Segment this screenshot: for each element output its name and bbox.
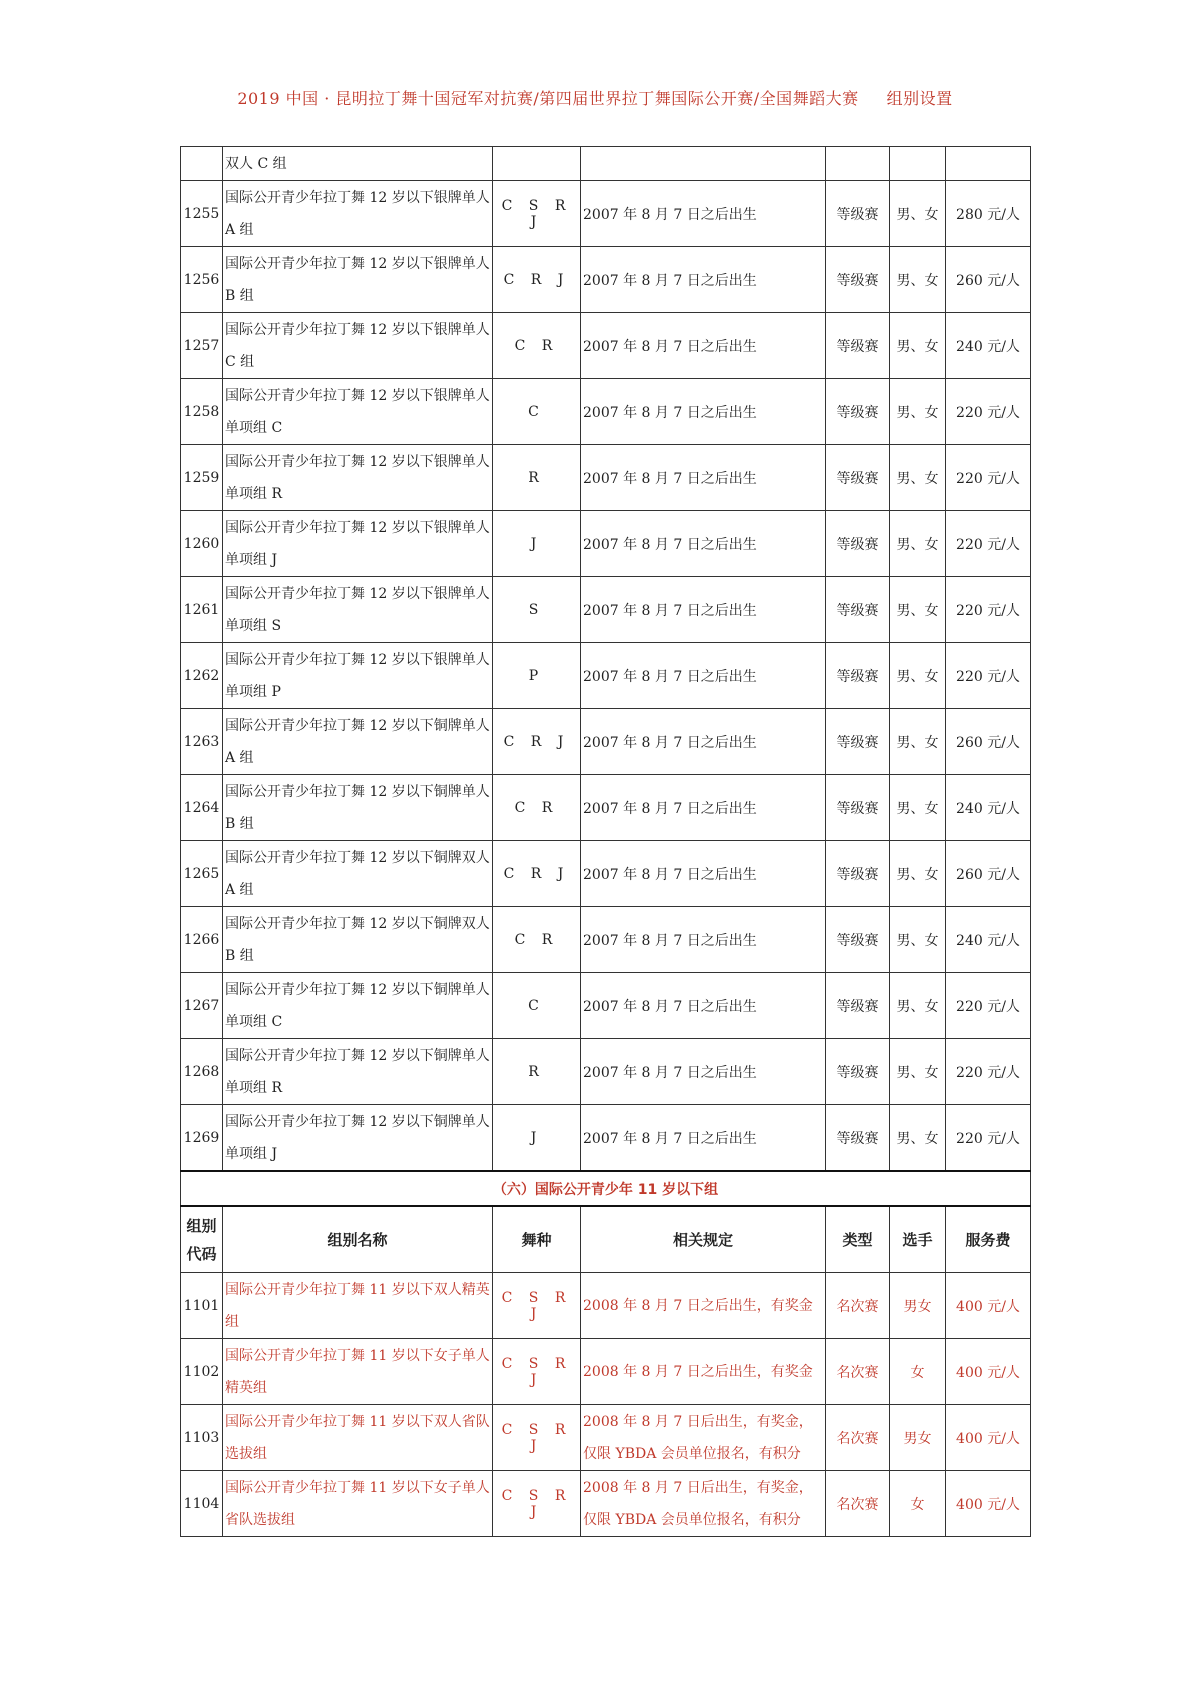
cell-rule bbox=[581, 147, 826, 181]
cell-type: 等级赛 bbox=[826, 775, 890, 841]
cell-dance: P bbox=[493, 643, 581, 709]
cell-name: 国际公开青少年拉丁舞 12 岁以下铜牌双人 A 组 bbox=[223, 841, 493, 907]
cell-fee: 220 元/人 bbox=[946, 1105, 1031, 1172]
header-fee: 服务费 bbox=[946, 1206, 1031, 1273]
cell-type: 名次赛 bbox=[826, 1471, 890, 1537]
header-rule: 相关规定 bbox=[581, 1206, 826, 1273]
cell-dance: C R bbox=[493, 907, 581, 973]
cell-dance: C R J bbox=[493, 709, 581, 775]
cell-type: 等级赛 bbox=[826, 973, 890, 1039]
page-title: 2019 中国 · 昆明拉丁舞十国冠军对抗赛/第四届世界拉丁舞国际公开赛/全国舞蹈大赛 bbox=[237, 89, 859, 108]
cell-type: 等级赛 bbox=[826, 247, 890, 313]
cell-code: 1263 bbox=[181, 709, 223, 775]
table-row bbox=[181, 775, 1031, 841]
table-row bbox=[181, 1273, 1031, 1339]
cell-type: 名次赛 bbox=[826, 1273, 890, 1339]
cell-player: 男、女 bbox=[890, 379, 946, 445]
cell-rule: 2007 年 8 月 7 日之后出生 bbox=[581, 775, 826, 841]
cell-code: 1264 bbox=[181, 775, 223, 841]
cell-rule: 2008 年 8 月 7 日后出生，有奖金，仅限 YBDA 会员单位报名，有积分 bbox=[581, 1471, 826, 1537]
cell-fee: 240 元/人 bbox=[946, 907, 1031, 973]
cell-rule: 2007 年 8 月 7 日之后出生 bbox=[581, 445, 826, 511]
cell-player: 女 bbox=[890, 1471, 946, 1537]
cell-player: 男、女 bbox=[890, 577, 946, 643]
table-row bbox=[181, 709, 1031, 775]
section-title: （六）国际公开青少年 11 岁以下组 bbox=[181, 1171, 1031, 1206]
cell-type: 名次赛 bbox=[826, 1339, 890, 1405]
cell-fee: 220 元/人 bbox=[946, 1039, 1031, 1105]
cell-rule: 2007 年 8 月 7 日之后出生 bbox=[581, 181, 826, 247]
cell-rule: 2007 年 8 月 7 日之后出生 bbox=[581, 643, 826, 709]
cell-code bbox=[181, 147, 223, 181]
cell-dance: C R bbox=[493, 775, 581, 841]
cell-rule: 2007 年 8 月 7 日之后出生 bbox=[581, 313, 826, 379]
table-row-continuation bbox=[181, 147, 1031, 181]
table-row bbox=[181, 1105, 1031, 1172]
table-row bbox=[181, 643, 1031, 709]
cell-code: 1102 bbox=[181, 1339, 223, 1405]
cell-player: 男、女 bbox=[890, 1039, 946, 1105]
cell-player: 男、女 bbox=[890, 247, 946, 313]
cell-dance: C R bbox=[493, 313, 581, 379]
cell-rule: 2007 年 8 月 7 日之后出生 bbox=[581, 907, 826, 973]
cell-name: 国际公开青少年拉丁舞 12 岁以下铜牌单人 B 组 bbox=[223, 775, 493, 841]
cell-type: 等级赛 bbox=[826, 379, 890, 445]
table-row bbox=[181, 511, 1031, 577]
cell-name: 国际公开青少年拉丁舞 12 岁以下铜牌单人单项组 J bbox=[223, 1105, 493, 1172]
cell-code: 1259 bbox=[181, 445, 223, 511]
table-row bbox=[181, 841, 1031, 907]
cell-name: 国际公开青少年拉丁舞 12 岁以下铜牌单人单项组 C bbox=[223, 973, 493, 1039]
page-header bbox=[0, 86, 1190, 109]
cell-name: 国际公开青少年拉丁舞 12 岁以下铜牌双人 B 组 bbox=[223, 907, 493, 973]
cell-rule: 2007 年 8 月 7 日之后出生 bbox=[581, 973, 826, 1039]
cell-dance: C S R J bbox=[493, 1471, 581, 1537]
cell-player: 男、女 bbox=[890, 181, 946, 247]
cell-player: 男、女 bbox=[890, 709, 946, 775]
cell-dance: J bbox=[493, 1105, 581, 1172]
cell-rule: 2007 年 8 月 7 日之后出生 bbox=[581, 577, 826, 643]
cell-type: 等级赛 bbox=[826, 511, 890, 577]
cell-name: 国际公开青少年拉丁舞 11 岁以下双人精英组 bbox=[223, 1273, 493, 1339]
cell-type: 等级赛 bbox=[826, 1105, 890, 1172]
table-body-11-under bbox=[181, 1273, 1031, 1537]
cell-code: 1269 bbox=[181, 1105, 223, 1172]
cell-rule: 2008 年 8 月 7 日后出生，有奖金，仅限 YBDA 会员单位报名，有积分 bbox=[581, 1405, 826, 1471]
cell-fee: 400 元/人 bbox=[946, 1471, 1031, 1537]
cell-player: 男、女 bbox=[890, 775, 946, 841]
cell-type: 等级赛 bbox=[826, 313, 890, 379]
cell-player: 男、女 bbox=[890, 973, 946, 1039]
cell-fee: 220 元/人 bbox=[946, 445, 1031, 511]
header-player: 选手 bbox=[890, 1206, 946, 1273]
cell-type: 等级赛 bbox=[826, 445, 890, 511]
cell-type bbox=[826, 147, 890, 181]
cell-type: 等级赛 bbox=[826, 709, 890, 775]
cell-fee: 280 元/人 bbox=[946, 181, 1031, 247]
cell-fee: 400 元/人 bbox=[946, 1339, 1031, 1405]
table-row bbox=[181, 973, 1031, 1039]
table-row bbox=[181, 577, 1031, 643]
cell-fee: 260 元/人 bbox=[946, 247, 1031, 313]
cell-name: 国际公开青少年拉丁舞 12 岁以下银牌单人 A 组 bbox=[223, 181, 493, 247]
cell-name: 国际公开青少年拉丁舞 12 岁以下银牌单人单项组 J bbox=[223, 511, 493, 577]
cell-player: 女 bbox=[890, 1339, 946, 1405]
header-name: 组别名称 bbox=[223, 1206, 493, 1273]
header-code: 组别代码 bbox=[181, 1206, 223, 1273]
cell-name: 国际公开青少年拉丁舞 12 岁以下银牌单人 C 组 bbox=[223, 313, 493, 379]
cell-player: 男、女 bbox=[890, 1105, 946, 1172]
cell-player: 男女 bbox=[890, 1405, 946, 1471]
cell-type: 等级赛 bbox=[826, 841, 890, 907]
cell-player bbox=[890, 147, 946, 181]
cell-name: 国际公开青少年拉丁舞 12 岁以下铜牌单人单项组 R bbox=[223, 1039, 493, 1105]
cell-dance: C S R J bbox=[493, 1405, 581, 1471]
cell-dance: C R J bbox=[493, 841, 581, 907]
cell-code: 1265 bbox=[181, 841, 223, 907]
cell-fee: 240 元/人 bbox=[946, 313, 1031, 379]
table-row bbox=[181, 379, 1031, 445]
cell-dance bbox=[493, 147, 581, 181]
cell-type: 名次赛 bbox=[826, 1405, 890, 1471]
cell-dance: C bbox=[493, 973, 581, 1039]
cell-rule: 2007 年 8 月 7 日之后出生 bbox=[581, 1105, 826, 1172]
cell-code: 1266 bbox=[181, 907, 223, 973]
cell-name: 国际公开青少年拉丁舞 12 岁以下银牌单人单项组 C bbox=[223, 379, 493, 445]
cell-dance: C bbox=[493, 379, 581, 445]
cell-code: 1257 bbox=[181, 313, 223, 379]
cell-fee: 220 元/人 bbox=[946, 643, 1031, 709]
cell-fee: 220 元/人 bbox=[946, 379, 1031, 445]
cell-rule: 2008 年 8 月 7 日之后出生，有奖金 bbox=[581, 1273, 826, 1339]
table-row bbox=[181, 181, 1031, 247]
cell-rule: 2007 年 8 月 7 日之后出生 bbox=[581, 1039, 826, 1105]
table-row bbox=[181, 1405, 1031, 1471]
cell-player: 男、女 bbox=[890, 445, 946, 511]
cell-dance: R bbox=[493, 445, 581, 511]
cell-rule: 2007 年 8 月 7 日之后出生 bbox=[581, 841, 826, 907]
cell-player: 男、女 bbox=[890, 841, 946, 907]
table-row bbox=[181, 445, 1031, 511]
cell-name: 国际公开青少年拉丁舞 12 岁以下铜牌单人 A 组 bbox=[223, 709, 493, 775]
header-dance: 舞种 bbox=[493, 1206, 581, 1273]
cell-code: 1255 bbox=[181, 181, 223, 247]
table-row bbox=[181, 907, 1031, 973]
header-row bbox=[181, 1206, 1031, 1273]
cell-rule: 2007 年 8 月 7 日之后出生 bbox=[581, 709, 826, 775]
cell-player: 男、女 bbox=[890, 313, 946, 379]
cell-player: 男女 bbox=[890, 1273, 946, 1339]
cell-type: 等级赛 bbox=[826, 907, 890, 973]
cell-name: 国际公开青少年拉丁舞 12 岁以下银牌单人 B 组 bbox=[223, 247, 493, 313]
cell-type: 等级赛 bbox=[826, 643, 890, 709]
cell-code: 1261 bbox=[181, 577, 223, 643]
cell-code: 1258 bbox=[181, 379, 223, 445]
cell-code: 1101 bbox=[181, 1273, 223, 1339]
cell-fee: 400 元/人 bbox=[946, 1405, 1031, 1471]
table-row bbox=[181, 247, 1031, 313]
cell-type: 等级赛 bbox=[826, 181, 890, 247]
cell-fee: 220 元/人 bbox=[946, 511, 1031, 577]
cell-name: 国际公开青少年拉丁舞 11 岁以下女子单人省队选拔组 bbox=[223, 1471, 493, 1537]
cell-player: 男、女 bbox=[890, 643, 946, 709]
cell-type: 等级赛 bbox=[826, 1039, 890, 1105]
page-subtitle: 组别设置 bbox=[886, 89, 953, 108]
table-row bbox=[181, 1039, 1031, 1105]
cell-rule: 2008 年 8 月 7 日之后出生，有奖金 bbox=[581, 1339, 826, 1405]
section-row bbox=[181, 1171, 1031, 1206]
cell-dance: C R J bbox=[493, 247, 581, 313]
cell-dance: C S R J bbox=[493, 1273, 581, 1339]
cell-fee: 220 元/人 bbox=[946, 577, 1031, 643]
section-block bbox=[181, 1171, 1031, 1273]
cell-player: 男、女 bbox=[890, 511, 946, 577]
cell-fee: 260 元/人 bbox=[946, 841, 1031, 907]
groups-table bbox=[180, 146, 1031, 1537]
cell-code: 1103 bbox=[181, 1405, 223, 1471]
cell-dance: C S R J bbox=[493, 1339, 581, 1405]
cell-name: 国际公开青少年拉丁舞 12 岁以下银牌单人单项组 R bbox=[223, 445, 493, 511]
cell-dance: C S R J bbox=[493, 181, 581, 247]
header-type: 类型 bbox=[826, 1206, 890, 1273]
cell-code: 1104 bbox=[181, 1471, 223, 1537]
cell-fee: 260 元/人 bbox=[946, 709, 1031, 775]
cell-rule: 2007 年 8 月 7 日之后出生 bbox=[581, 247, 826, 313]
table-row bbox=[181, 1339, 1031, 1405]
cell-name: 国际公开青少年拉丁舞 12 岁以下银牌单人单项组 S bbox=[223, 577, 493, 643]
cell-type: 等级赛 bbox=[826, 577, 890, 643]
cell-code: 1256 bbox=[181, 247, 223, 313]
cell-fee: 400 元/人 bbox=[946, 1273, 1031, 1339]
cell-fee bbox=[946, 147, 1031, 181]
cell-name: 国际公开青少年拉丁舞 11 岁以下女子单人精英组 bbox=[223, 1339, 493, 1405]
cell-code: 1260 bbox=[181, 511, 223, 577]
cell-name: 国际公开青少年拉丁舞 12 岁以下银牌单人单项组 P bbox=[223, 643, 493, 709]
cell-dance: R bbox=[493, 1039, 581, 1105]
cell-code: 1267 bbox=[181, 973, 223, 1039]
cell-dance: S bbox=[493, 577, 581, 643]
cell-code: 1268 bbox=[181, 1039, 223, 1105]
cell-dance: J bbox=[493, 511, 581, 577]
table-row bbox=[181, 313, 1031, 379]
cell-fee: 220 元/人 bbox=[946, 973, 1031, 1039]
cell-player: 男、女 bbox=[890, 907, 946, 973]
table-body-12-under bbox=[181, 147, 1031, 1172]
cell-rule: 2007 年 8 月 7 日之后出生 bbox=[581, 379, 826, 445]
cell-code: 1262 bbox=[181, 643, 223, 709]
cell-name: 国际公开青少年拉丁舞 11 岁以下双人省队选拔组 bbox=[223, 1405, 493, 1471]
table-row bbox=[181, 1471, 1031, 1537]
cell-name: 双人 C 组 bbox=[223, 147, 493, 181]
cell-rule: 2007 年 8 月 7 日之后出生 bbox=[581, 511, 826, 577]
cell-fee: 240 元/人 bbox=[946, 775, 1031, 841]
